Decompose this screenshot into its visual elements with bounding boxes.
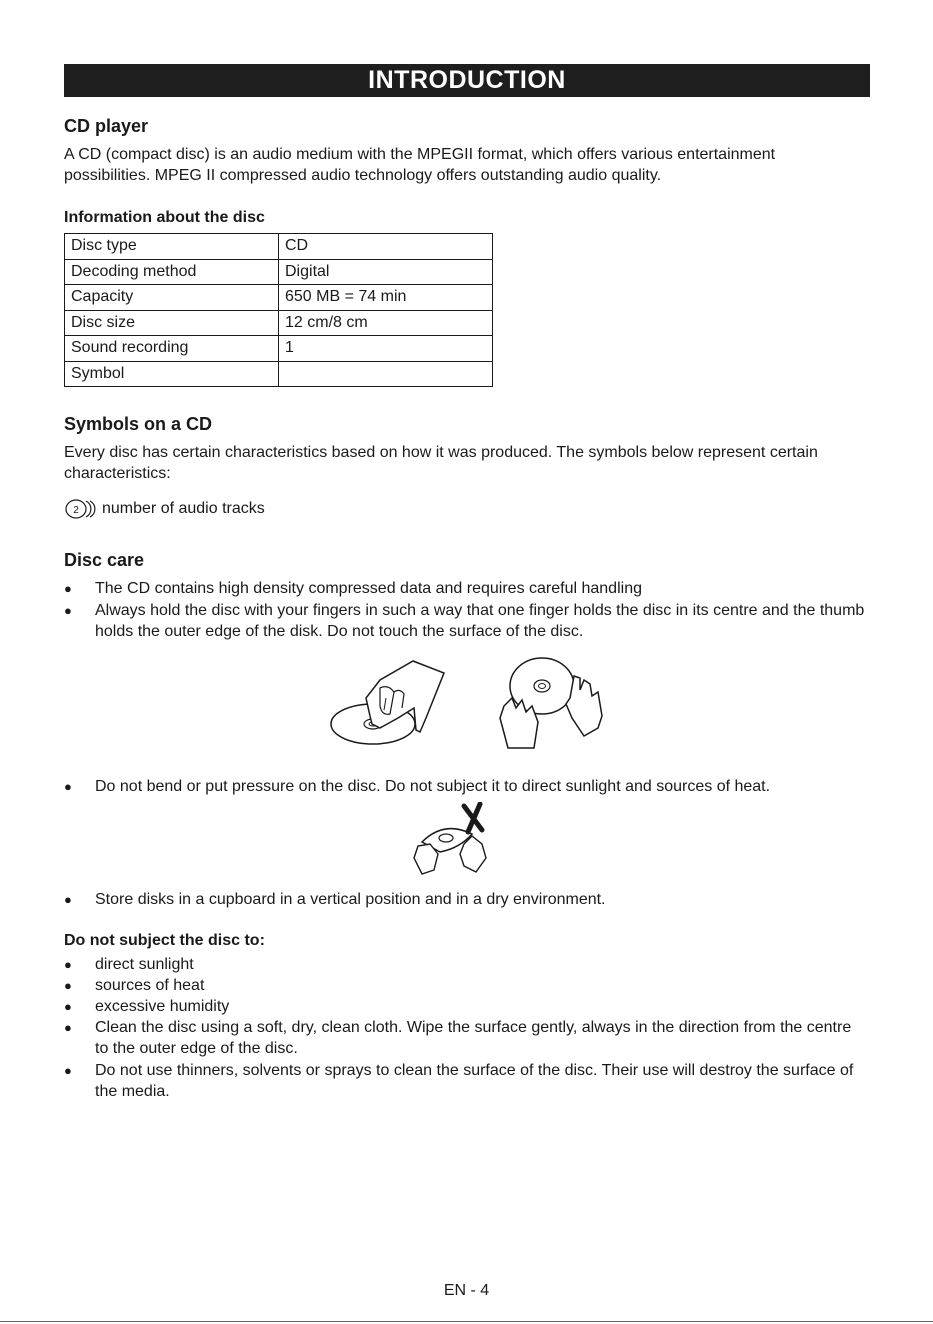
cd-player-text: A CD (compact disc) is an audio medium with the MPEGII format, which offers various entertainment possibilities. MPEG II compressed audio technology offers outstanding audio quality.: [64, 146, 776, 184]
table-cell-value: [279, 361, 493, 387]
table-cell-label: Capacity: [65, 285, 279, 311]
bullet-dot-icon: ●: [64, 1063, 72, 1078]
audio-tracks-label: number of audio tracks: [102, 500, 265, 517]
table-row: [65, 361, 493, 387]
disc-care-heading: Disc care: [64, 550, 145, 570]
table-row: [65, 285, 493, 311]
table-row: [65, 336, 493, 362]
symbols-text: Every disc has certain characteristics based on how it was produced. The symbols below represent certain characteristics:: [64, 444, 818, 482]
table-cell-label: Sound recording: [65, 336, 279, 362]
hand-holding-disc-illustration: [328, 658, 448, 746]
bullet-dot-icon: ●: [64, 581, 72, 596]
table-cell-value: Digital: [279, 259, 493, 285]
bullet-dot-icon: ●: [64, 999, 72, 1014]
table-row: [65, 234, 493, 260]
bent-disc-prohibited-illustration: [410, 802, 492, 876]
disc-info-heading: Information about the disc: [64, 209, 265, 226]
table-cell-label: Disc size: [65, 310, 279, 336]
audio-tracks-icon-number: 2: [73, 505, 79, 516]
table-cell-label: Disc type: [65, 234, 279, 260]
bullet-dot-icon: ●: [64, 957, 72, 972]
disc-info-table: [64, 233, 493, 387]
bullet-dot-icon: ●: [64, 892, 72, 907]
bullet-dot-icon: ●: [64, 978, 72, 993]
hands-holding-disc-edges-illustration: [494, 656, 606, 752]
page-bottom-rule: [0, 1321, 933, 1322]
cd-player-heading: CD player: [64, 116, 149, 136]
symbols-heading: Symbols on a CD: [64, 414, 213, 434]
bullet-dot-icon: ●: [64, 1020, 72, 1035]
table-cell-label: Symbol: [65, 361, 279, 387]
page-banner-title: INTRODUCTION: [64, 64, 870, 97]
table-row: [65, 259, 493, 285]
table-cell-value: 1: [279, 336, 493, 362]
table-cell-value: CD: [279, 234, 493, 260]
do-not-subject-heading: Do not subject the disc to:: [64, 932, 265, 949]
table-cell-value: 650 MB = 74 min: [279, 285, 493, 311]
table-row: [65, 310, 493, 336]
page-number: EN - 4: [443, 1282, 490, 1299]
table-cell-value: 12 cm/8 cm: [279, 310, 493, 336]
bullet-dot-icon: ●: [64, 779, 72, 794]
table-cell-label: Decoding method: [65, 259, 279, 285]
audio-tracks-icon: [64, 498, 98, 520]
bullet-dot-icon: ●: [64, 603, 72, 618]
